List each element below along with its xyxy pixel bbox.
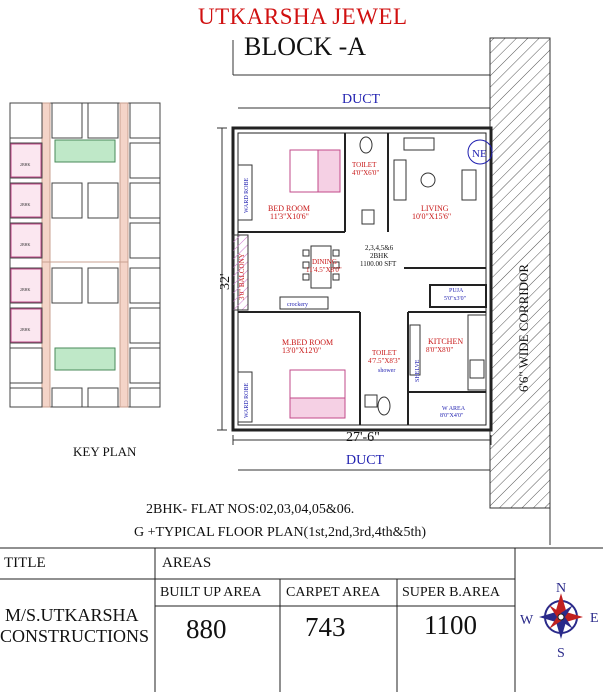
super-value: 1100 xyxy=(424,610,477,640)
key-plan-label: KEY PLAN xyxy=(73,444,137,459)
crockery-label: crockery xyxy=(287,302,308,308)
table-areas-label: AREAS xyxy=(162,555,212,571)
dining-size: 11'4.5"X8'0" xyxy=(306,266,342,274)
builtup-value: 880 xyxy=(186,614,227,644)
ne-label: NE xyxy=(472,148,487,160)
toilet1-name: TOILET xyxy=(352,161,377,169)
warea-name: W AREA xyxy=(442,406,466,412)
col-carpet-label: CARPET AREA xyxy=(286,585,381,600)
caption-line-1: 2BHK- FLAT NOS:02,03,04,05&06. xyxy=(146,502,355,517)
puja-size: 5'0"x3'0" xyxy=(444,296,467,302)
col-builtup-label: BUILT UP AREA xyxy=(160,585,262,600)
shelve-label: SHELVE xyxy=(415,359,421,382)
flat-info-2: 2BHK xyxy=(370,252,389,260)
compass-s: S xyxy=(557,646,565,661)
toilet2-name: TOILET xyxy=(372,349,397,357)
company-line-1: M/S.UTKARSHA xyxy=(5,605,139,625)
living-name: LIVING xyxy=(421,204,449,213)
table-title-label: TITLE xyxy=(4,555,46,571)
puja-name: PUJA xyxy=(449,288,464,294)
flat-info-1: 2,3,4,5&6 xyxy=(365,244,394,252)
bed-furniture xyxy=(290,150,345,418)
col-super-label: SUPER B.AREA xyxy=(402,585,501,600)
duct-top-label: DUCT xyxy=(342,92,381,107)
compass-w: W xyxy=(520,613,534,628)
kitchen-name: KITCHEN xyxy=(428,337,464,346)
carpet-value: 743 xyxy=(305,612,346,642)
key-plan-drawing xyxy=(10,103,160,407)
wardrobe1-label: WARD ROBE xyxy=(244,177,250,213)
duct-bottom-label: DUCT xyxy=(346,453,385,468)
width-dimension: 27'-6" xyxy=(346,430,380,445)
key-flat-tag: 2BHK xyxy=(20,162,31,167)
balcony-label: 3'0" BALCONY xyxy=(238,253,246,300)
compass-e: E xyxy=(590,611,599,626)
key-flat-tag: 2BHK xyxy=(20,202,31,207)
warea-size: 8'0"X4'0" xyxy=(440,413,464,419)
dining-name: DINING xyxy=(312,258,337,266)
mbed-size: 13'0"X12'0" xyxy=(282,346,322,355)
key-flat-tag: 2BHK xyxy=(20,287,31,292)
caption-line-2: G +TYPICAL FLOOR PLAN(1st,2nd,3rd,4th&5th) xyxy=(134,525,427,540)
project-title: UTKARSHA JEWEL xyxy=(198,4,408,29)
corridor-label: 6'6" WIDE CORRIDOR xyxy=(516,263,531,392)
compass-rose-icon xyxy=(539,595,583,639)
bedroom-size: 11'3"X10'6" xyxy=(270,212,309,221)
wardrobe2-label: WARD ROBE xyxy=(244,382,250,418)
compass-n: N xyxy=(556,581,567,596)
company-line-2: CONSTRUCTIONS xyxy=(0,626,150,646)
key-flat-tag: 2BHK xyxy=(20,242,31,247)
toilet1-size: 4'0"X6'0" xyxy=(352,169,380,177)
kitchen-size: 8'0"X8'0" xyxy=(426,346,454,354)
flat-info-3: 1100.00 SFT xyxy=(360,260,397,268)
mbed-name: M.BED ROOM xyxy=(282,338,334,347)
bedroom-name: BED ROOM xyxy=(268,204,311,213)
toilet2-size: 4'7.5"X8'3" xyxy=(368,357,401,365)
living-size: 10'0"X15'6" xyxy=(412,212,452,221)
height-dimension: 32' xyxy=(218,273,233,290)
key-flat-tag: 2BHK xyxy=(20,327,31,332)
block-title: BLOCK -A xyxy=(244,32,367,61)
shower-label: shower xyxy=(378,368,396,374)
